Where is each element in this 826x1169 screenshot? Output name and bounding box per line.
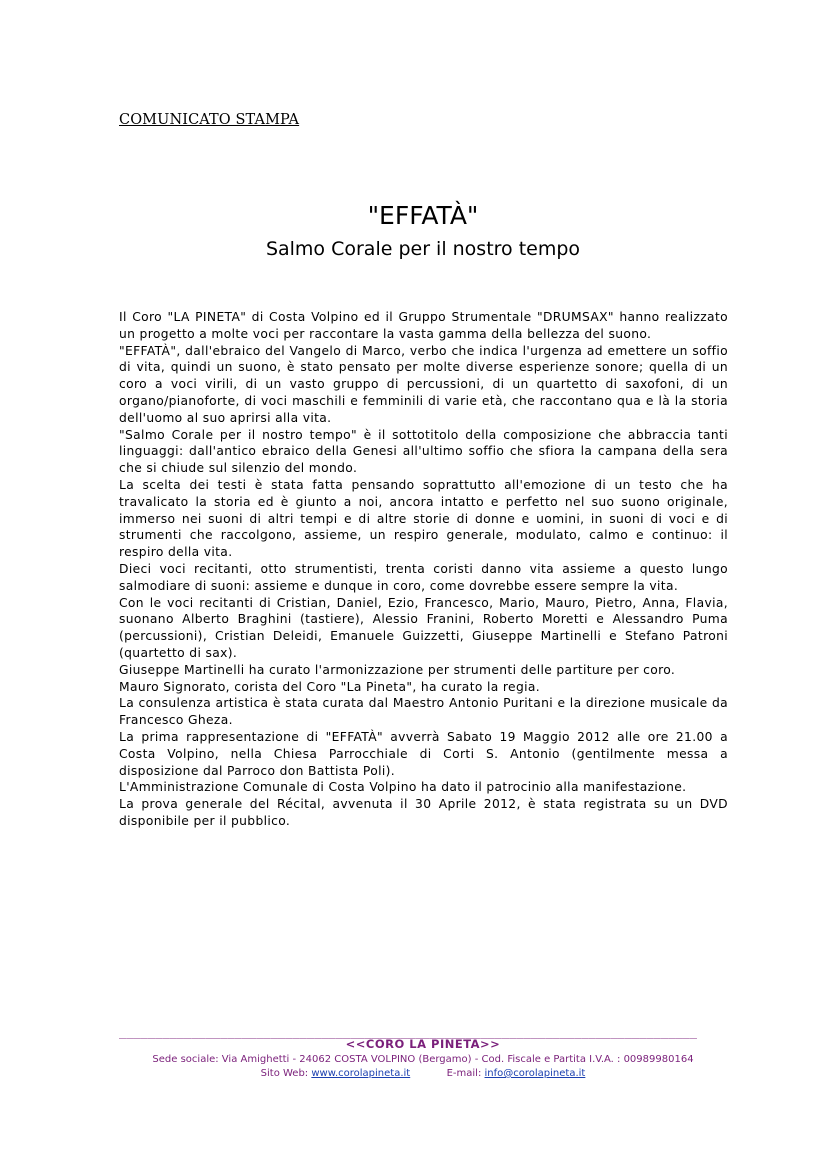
body-paragraph: "Salmo Corale per il nostro tempo" è il sottotitolo della composizione che abbraccia tanti linguaggi: dall'antico ebraico della Genesi all'ultimo soffio che sfiora la campana della sera che si chiude sul silenzio del mondo. <box>119 427 728 476</box>
document-subtitle: Salmo Corale per il nostro tempo <box>265 238 581 260</box>
footer-divider: ________________________________________________________________________________ <box>119 1025 697 1039</box>
body-paragraph: "EFFATÀ", dall'ebraico del Vangelo di Marco, verbo che indica l'urgenza ad emettere un soffio di vita, quindi un suono, è stato pensato per molte diverse esperienze sonore; quella di un coro a voci virili, di un vasto gruppo di percussioni, di un quartetto di saxofoni, di un organo/pianoforte, di voci maschili e femminili di varie età, che raccontano qua e là la storia dell'uomo al suo aprirsi alla vita. <box>119 343 728 425</box>
body-paragraph: Mauro Signorato, corista del Coro "La Pineta", ha curato la regia. <box>119 679 541 694</box>
footer-web-link[interactable]: www.corolapineta.it <box>311 1068 411 1079</box>
body-paragraph: La prima rappresentazione di "EFFATÀ" avverrà Sabato 19 Maggio 2012 alle ore 21.00 a Costa Volpino, nella Chiesa Parrocchiale di Corti S. Antonio (gentilmente messa a disposizione dal Parroco don Battista Poli). <box>119 729 728 778</box>
footer-contacts <box>119 1068 727 1079</box>
footer-web-label: Sito Web: <box>260 1068 309 1079</box>
document-body <box>119 309 728 830</box>
footer-email-link[interactable]: info@corolapineta.it <box>484 1068 586 1079</box>
footer-organization-name: <<CORO LA PINETA>> <box>345 1037 501 1051</box>
body-paragraph: La consulenza artistica è stata curata dal Maestro Antonio Puritani e la direzione musicale da Francesco Gheza. <box>119 696 728 728</box>
body-paragraph: La scelta dei testi è stata fatta pensando soprattutto all'emozione di un testo che ha travalicato la storia ed è giunto a noi, ancora intatto e perfetto nel suo suono originale, immerso nei suoni di altri tempi e di altre storie di donne e uomini, in suoni di voci e di strumenti che raccolgono, assieme, un respiro generale, modulato, calmo e continuo: il respiro della vita. <box>119 477 728 560</box>
body-paragraph: L'Amministrazione Comunale di Costa Volpino ha dato il patrocinio alla manifestazione. <box>119 780 687 795</box>
footer-address: Sede sociale: Via Amighetti - 24062 COSTA VOLPINO (Bergamo) - Cod. Fiscale e Partita I.V.A. : 00989980164 <box>152 1054 694 1065</box>
body-paragraph: Dieci voci recitanti, otto strumentisti, trenta coristi danno vita assieme a questo lungo salmodiare di suoni: assieme e dunque in coro, come dovrebbe essere sempre la vita. <box>119 561 728 593</box>
footer-email-label: E-mail: <box>446 1068 482 1079</box>
document-title: "EFFATÀ" <box>367 201 479 230</box>
body-paragraph: Il Coro "LA PINETA" di Costa Volpino ed il Gruppo Strumentale "DRUMSAX" hanno realizzato un progetto a molte voci per raccontare la vasta gamma della bellezza del suono. <box>119 310 728 341</box>
body-paragraph: La prova generale del Récital, avvenuta il 30 Aprile 2012, è stata registrata su un DVD disponibile per il pubblico. <box>119 797 728 828</box>
body-paragraph: Giuseppe Martinelli ha curato l'armonizzazione per strumenti delle partiture per coro. <box>119 662 676 677</box>
body-paragraph: Con le voci recitanti di Cristian, Daniel, Ezio, Francesco, Mario, Mauro, Pietro, Anna, Flavia, suonano Alberto Braghini (tastiere), Alessio Franini, Roberto Moretti e Alessandro Puma (percussioni), Cristian Deleidi, Emanuele Guizzetti, Giuseppe Martinelli e Stefano Patroni (quartetto di sax). <box>119 595 728 660</box>
document-header-label: COMUNICATO STAMPA <box>119 112 300 128</box>
